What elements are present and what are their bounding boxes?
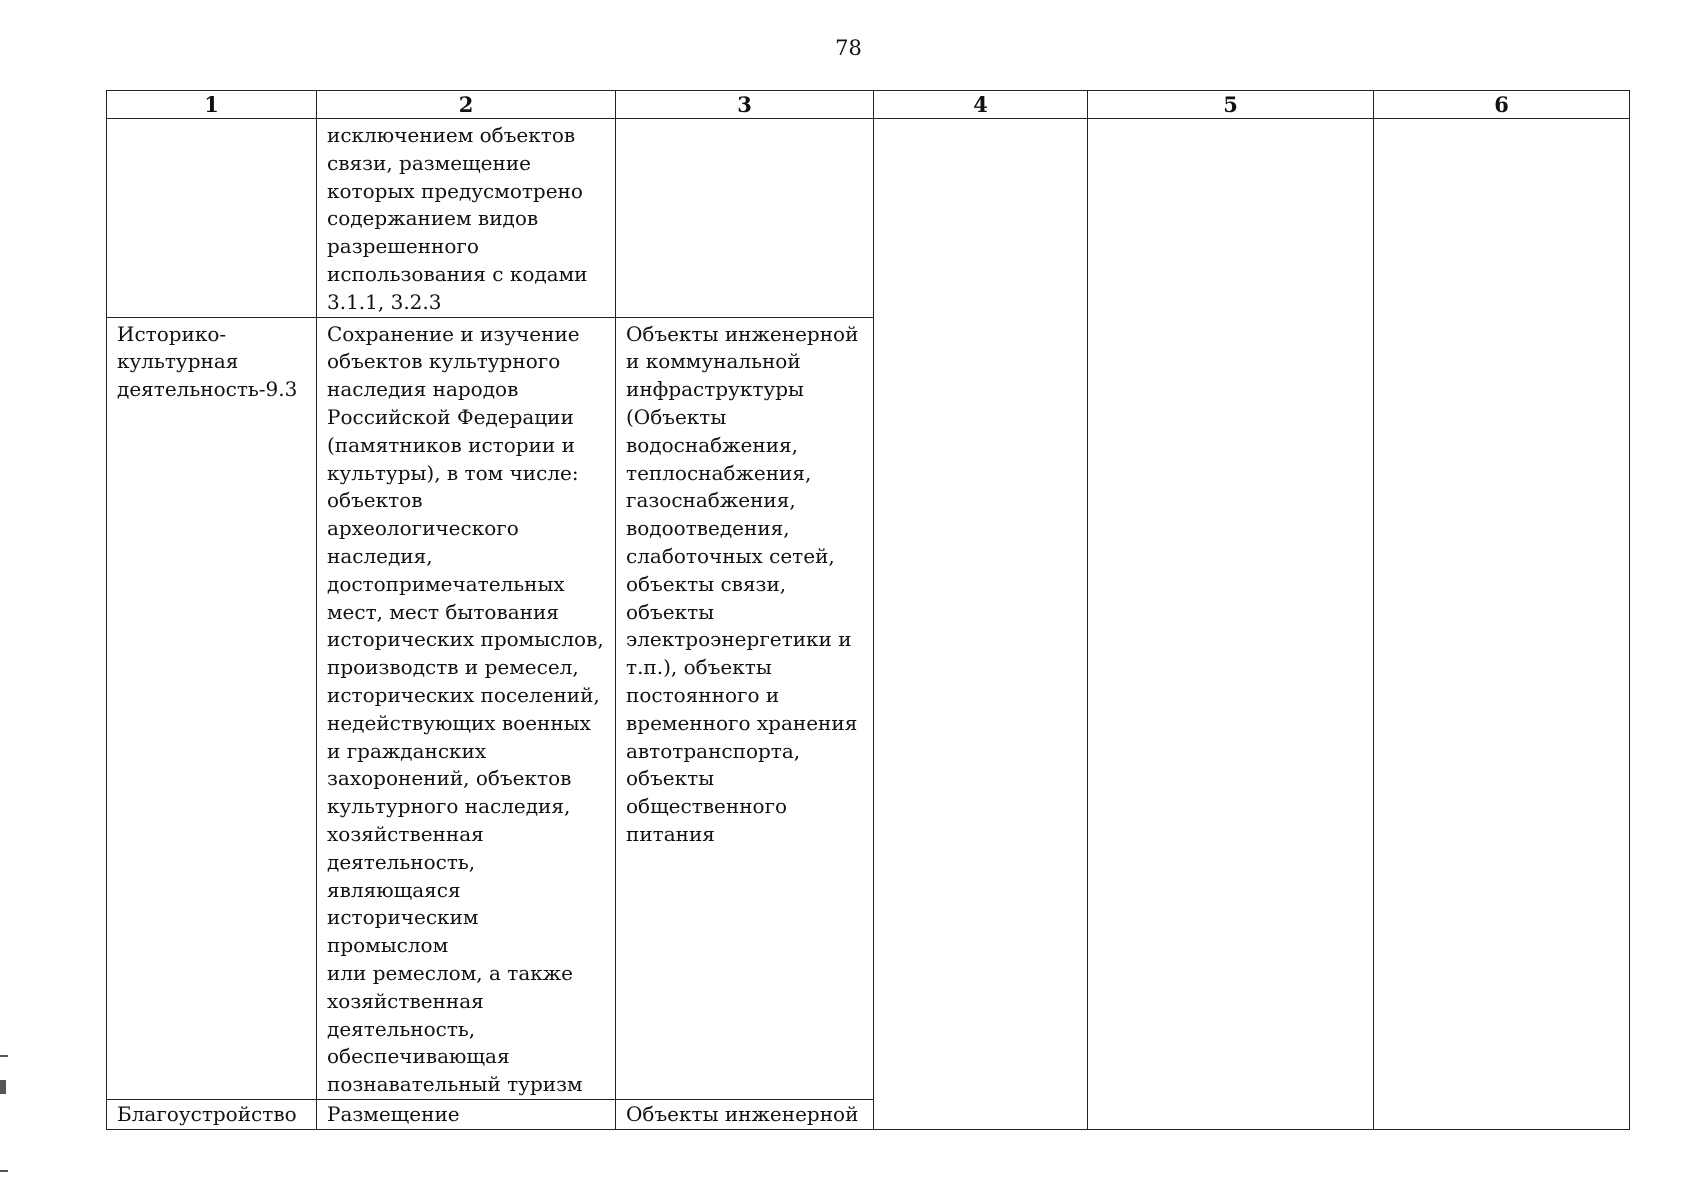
scan-margin-mark — [0, 1055, 8, 1057]
row-1-use-description: исключением объектов связи, размещение которых предусмотрено содержанием видов разрешенного использования с кодами 3.1.1, 3.2.3 — [317, 119, 616, 318]
page-number: 78 — [835, 36, 862, 60]
row-1-auxiliary-uses — [616, 119, 874, 318]
row-2-use-description: Сохранение и изучение объектов культурного наследия народов Российской Федерации (памятников истории и культуры), в том числе: объектов археологического наследия, достопримечательных мест, мест бытования исторических промыслов, производств и ремесел, исторических поселений, недействующих военных и гражданских захоронений, объектов культурного наследия, хозяйственная деятельность, являющаяся историческим промыслом или ремеслом, а также хозяйственная деятельность, обеспечивающая познавательный туризм — [317, 317, 616, 1099]
row-3-use-name: Благоустройство — [107, 1099, 317, 1129]
table-row — [107, 119, 1630, 318]
column-5-cell — [1088, 119, 1374, 1130]
column-6-cell — [1374, 119, 1630, 1130]
column-header-1: 1 — [107, 91, 317, 119]
column-header-3: 3 — [616, 91, 874, 119]
row-3-auxiliary-uses: Объекты инженерной — [616, 1099, 874, 1129]
scan-margin-mark — [0, 1170, 8, 1172]
permitted-use-table — [106, 90, 1630, 1130]
column-header-5: 5 — [1088, 91, 1374, 119]
column-header-2: 2 — [317, 91, 616, 119]
row-2-auxiliary-uses: Объекты инженерной и коммунальной инфраструктуры (Объекты водоснабжения, теплоснабжения, газоснабжения, водоотведения, слаботочных сетей, объекты связи, объекты электроэнергетики и т.п.), объекты постоянного и временного хранения автотранспорта, объекты общественного питания — [616, 317, 874, 1099]
table-header-row — [107, 91, 1630, 119]
row-2-use-name: Историко- культурная деятельность-9.3 — [107, 317, 317, 1099]
row-1-use-name — [107, 119, 317, 318]
column-4-cell — [874, 119, 1088, 1130]
scan-margin-mark — [0, 1080, 6, 1094]
column-header-4: 4 — [874, 91, 1088, 119]
column-header-6: 6 — [1374, 91, 1630, 119]
row-3-use-description: Размещение — [317, 1099, 616, 1129]
